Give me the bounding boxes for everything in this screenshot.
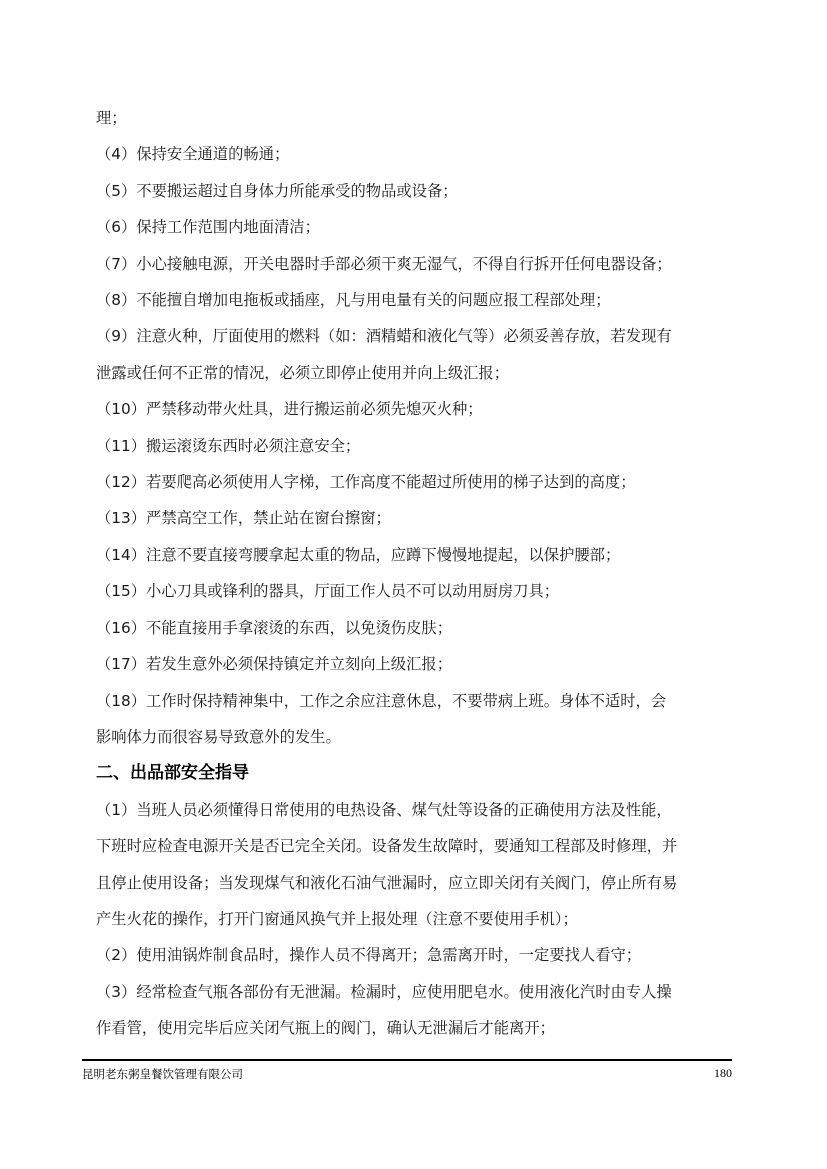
section-heading: 二、出品部安全指导	[96, 763, 249, 784]
text-line: 理；	[96, 109, 127, 127]
footer-company: 昆明老东粥皇餐饮管理有限公司	[82, 1067, 243, 1081]
text-line: （12）若要爬高必须使用人字梯，工作高度不能超过所使用的梯子达到的高度；	[96, 473, 636, 492]
text-line: 影响体力而很容易导致意外的发生。	[96, 727, 341, 746]
text-line: （1）当班人员必须懂得日常使用的电热设备、煤气灶等设备的正确使用方法及性能，	[96, 800, 672, 819]
text-line: （18）工作时保持精神集中，工作之余应注意休息，不要带病上班。身体不适时，会	[96, 691, 667, 710]
text-line: 且停止使用设备；当发现煤气和液化石油气泄漏时，应立即关闭有关阀门，停止所有易	[96, 873, 678, 892]
page-number: 180	[714, 1066, 732, 1080]
footer-divider	[82, 1059, 732, 1061]
text-line: （9）注意火种，厅面使用的燃料（如：酒精蜡和液化气等）必须妥善存放，若发现有	[96, 327, 672, 346]
text-line: 下班时应检查电源开关是否已完全关闭。设备发生故障时，要通知工程部及时修理，并	[96, 837, 678, 856]
text-line: 作看管，使用完毕后应关闭气瓶上的阀门，确认无泄漏后才能离开；	[96, 1019, 555, 1038]
text-line: （14）注意不要直接弯腰拿起太重的物品，应蹲下慢慢地提起，以保护腰部；	[96, 545, 621, 564]
text-line: （4）保持安全通道的畅通；	[96, 145, 290, 164]
text-line: （10）严禁移动带火灶具，进行搬运前必须先熄灭火种；	[96, 400, 483, 419]
page-content	[96, 100, 736, 1047]
text-line: （5）不要搬运超过自身体力所能承受的物品或设备；	[96, 181, 458, 200]
text-line: （13）严禁高空工作，禁止站在窗台擦窗；	[96, 509, 391, 528]
text-line: （11）搬运滚烫东西时必须注意安全；	[96, 436, 361, 455]
text-line: （3）经常检查气瓶各部份有无泄漏。检漏时，应使用肥皂水。使用液化汽时由专人操	[96, 982, 672, 1001]
text-line: 泄露或任何不正常的情况，必须立即停止使用并向上级汇报；	[96, 363, 510, 382]
text-line: （16）不能直接用手拿滚烫的东西，以免烫伤皮肤；	[96, 618, 452, 637]
text-line: （6）保持工作范围内地面清洁；	[96, 218, 320, 237]
text-line: （7）小心接触电源，开关电器时手部必须干爽无湿气，不得自行拆开任何电器设备；	[96, 254, 672, 273]
text-line: 产生火花的操作，打开门窗通风换气并上报处理（注意不要使用手机）；	[96, 909, 578, 928]
text-line: （15）小心刀具或锋利的器具，厅面工作人员不可以动用厨房刀具；	[96, 582, 560, 601]
text-line: （8）不能擅自增加电拖板或插座，凡与用电量有关的问题应报工程部处理；	[96, 291, 611, 310]
text-line: （17）若发生意外必须保持镇定并立刻向上级汇报；	[96, 655, 452, 674]
text-line: （2）使用油锅炸制食品时，操作人员不得离开；急需离开时，一定要找人看守；	[96, 946, 642, 965]
